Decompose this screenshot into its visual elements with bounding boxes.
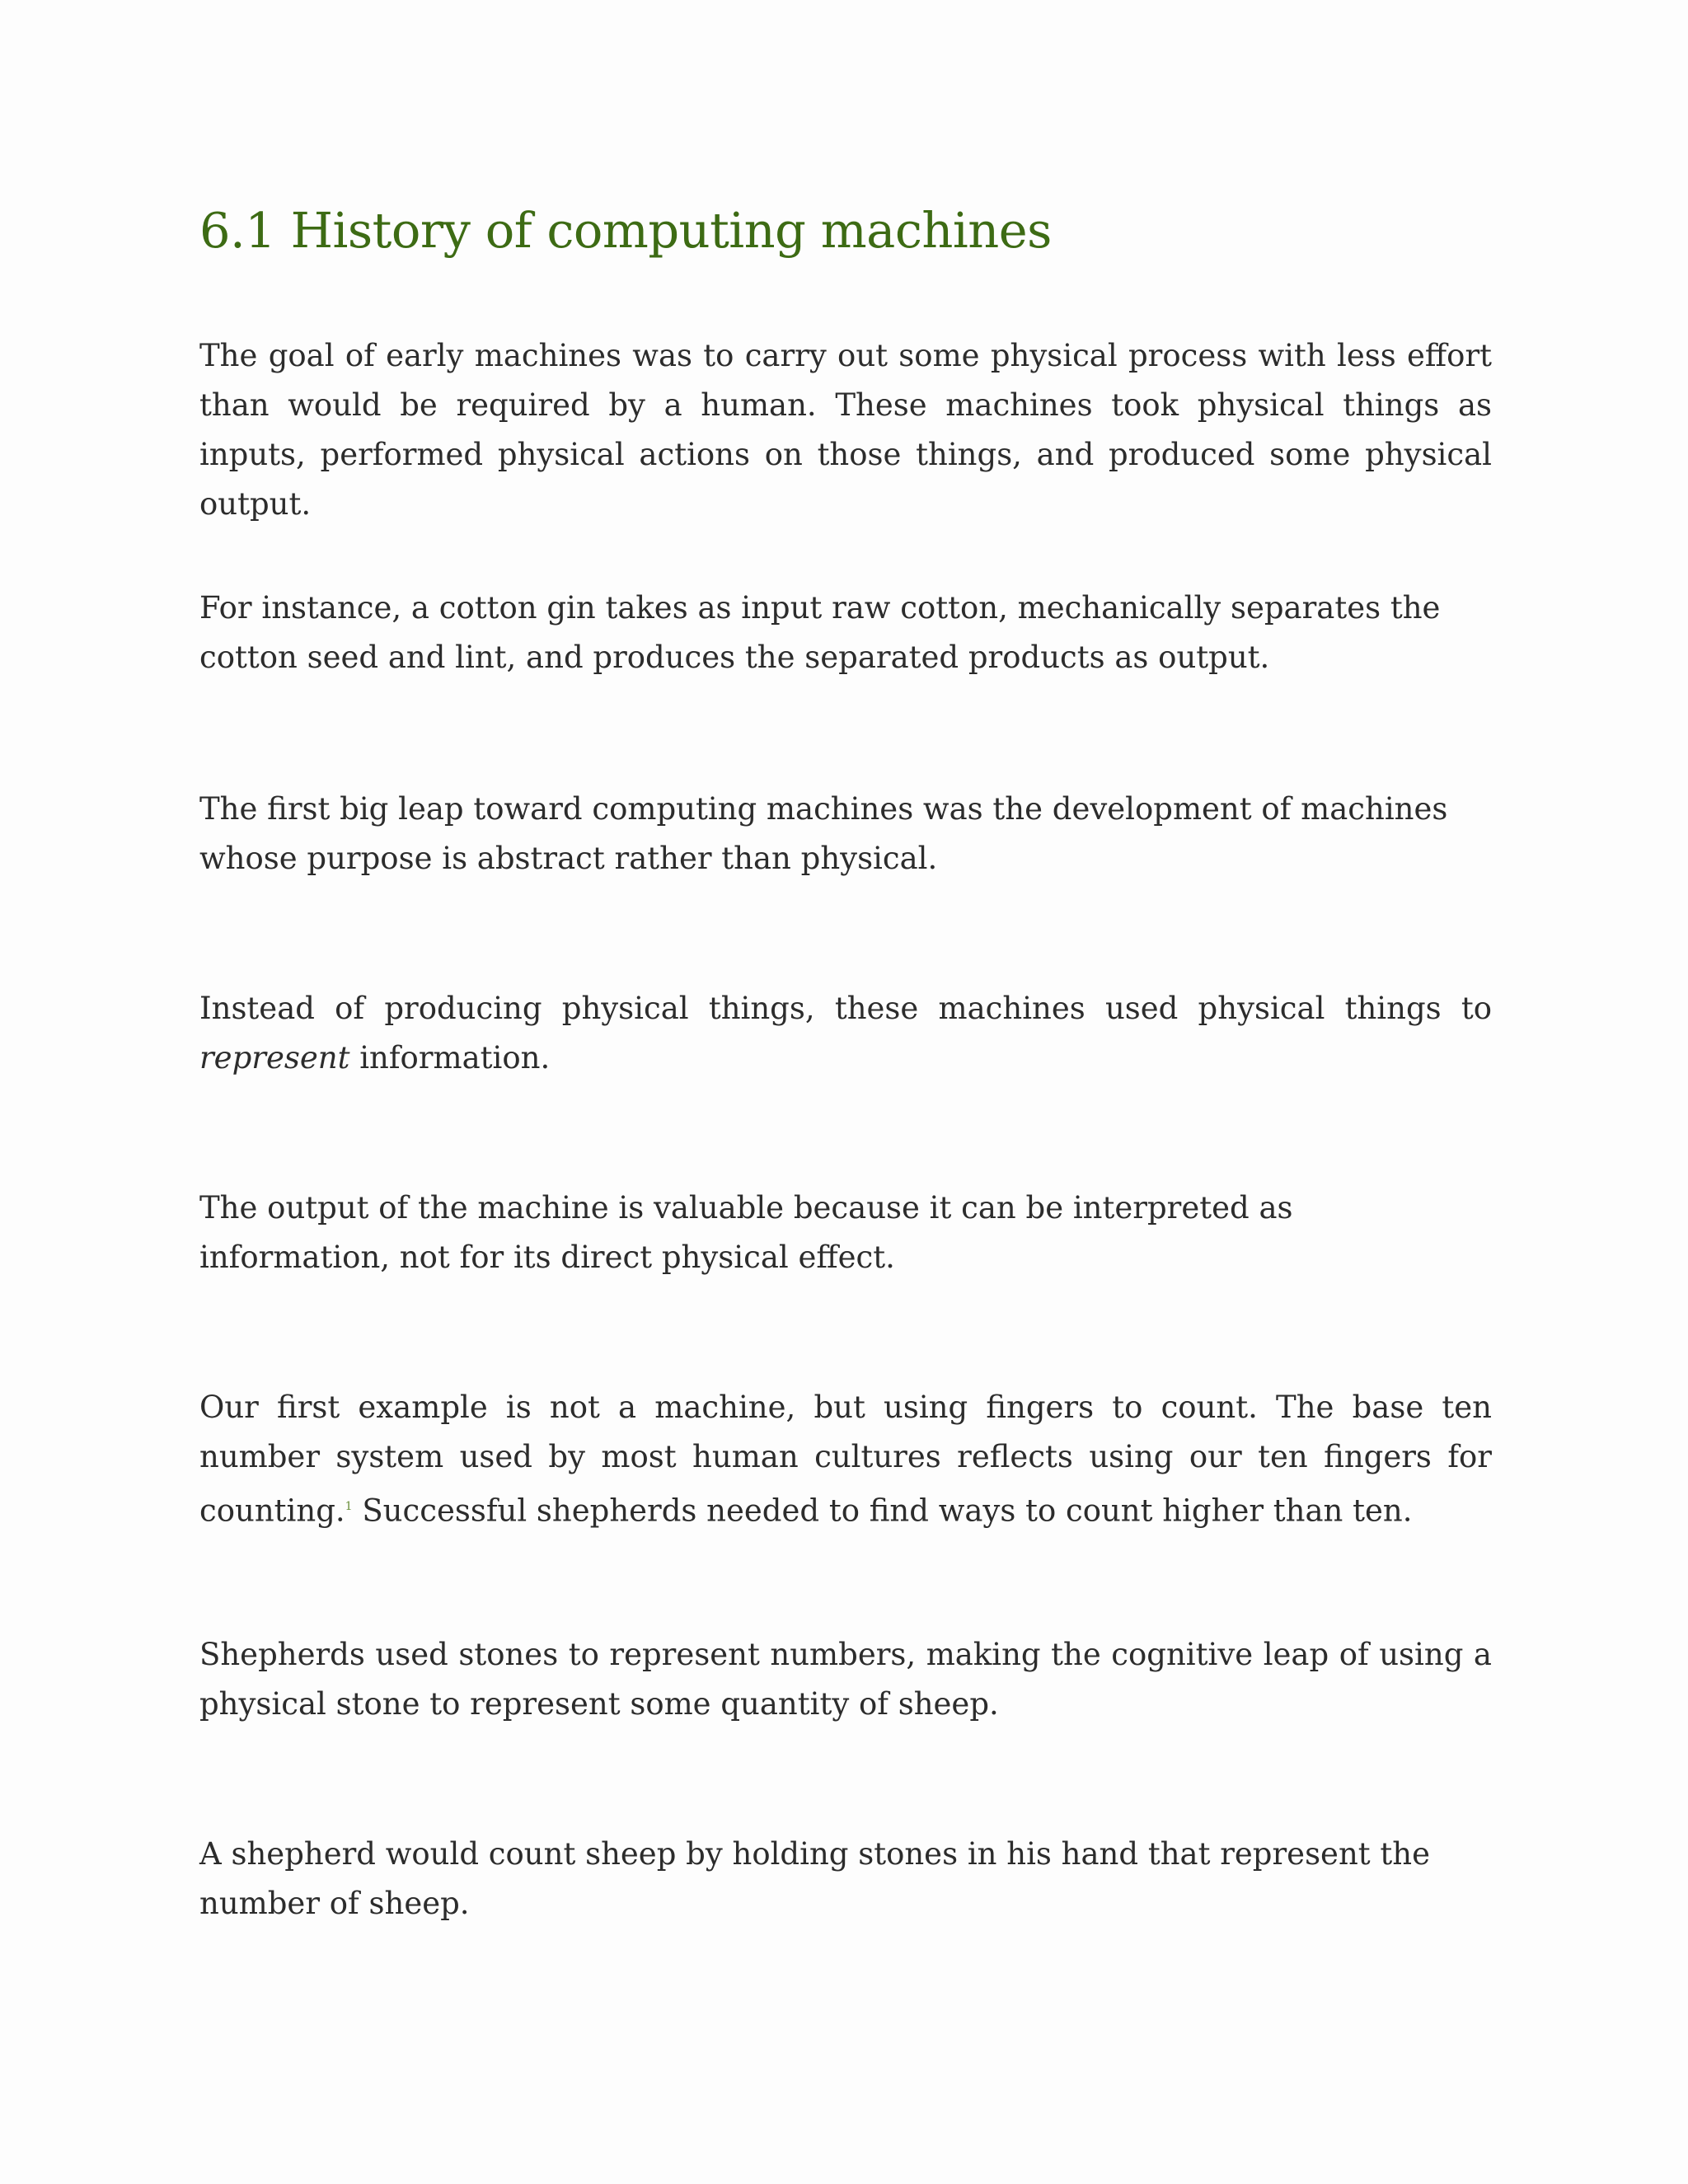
paragraph-early-machines: The goal of early machines was to carry out some physical process with less effort than would be required by a human. These machines took physical things as inputs, performed physical actions on those things, and produced some physical output. [199, 338, 1492, 522]
paragraph-count-sheep: A shepherd would count sheep by holding stones in his hand that represent the number of sheep. [199, 1836, 1431, 1921]
emphasis-text: represent [199, 1040, 350, 1076]
paragraph-first-leap: The first big leap toward computing machines was the development of machines whose purpose is abstract rather than physical. [199, 791, 1448, 876]
paragraph-shepherd-stones: Shepherds used stones to represent numbers, making the cognitive leap of using a physical stone to represent some quantity of sheep. [199, 1637, 1492, 1722]
paragraph-cotton-gin: For instance, a cotton gin takes as input raw cotton, mechanically separates the cotton seed and lint, and produces the separated products as output. [199, 590, 1441, 675]
paragraph-text: information. [349, 1040, 551, 1076]
paragraph-text: Instead of producing physical things, these machines used physical things to [199, 991, 1492, 1026]
footnote-marker[interactable]: 1 [345, 1500, 353, 1513]
paragraph-text: Our first example is not a machine, but using fingers to count. The base ten number system used by most human cultures reflects using our ten fingers for counting. [199, 1390, 1492, 1529]
paragraph-fingers-counting [199, 1383, 1492, 1535]
paragraph-text: Successful shepherds needed to find ways to count higher than ten. [352, 1493, 1413, 1529]
section-heading: 6.1 History of computing machines [199, 202, 1052, 259]
paragraph-output-valuable: The output of the machine is valuable because it can be interpreted as information, not for its direct physical effect. [199, 1190, 1293, 1275]
paragraph-represent-information [199, 984, 1492, 1083]
